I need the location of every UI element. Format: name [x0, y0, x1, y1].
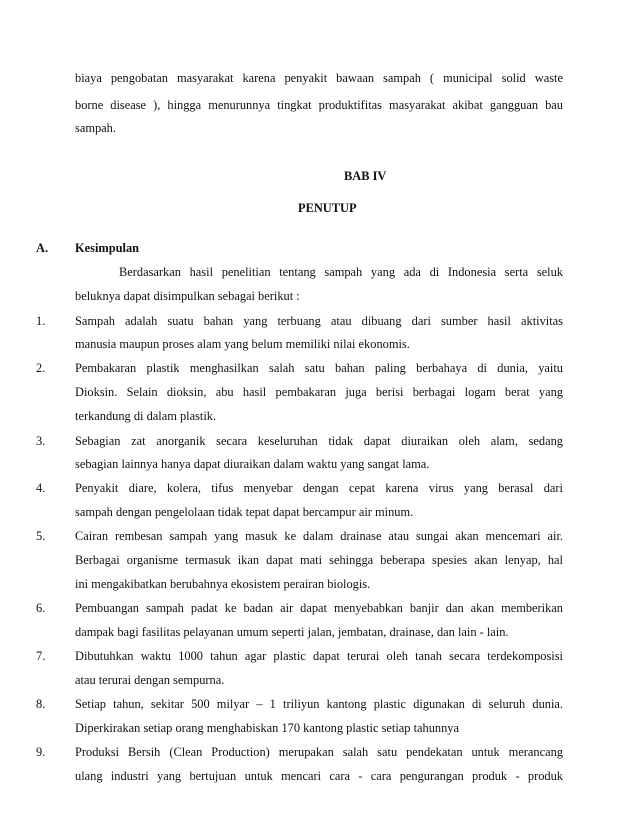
lead-line-1: Berdasarkan hasil penelitian tentang sampah yang ada di Indonesia serta seluk — [119, 265, 563, 279]
intro-line-3: sampah. — [75, 121, 116, 135]
chapter-title: PENUTUP — [298, 201, 357, 215]
item-5-line-1: Cairan rembesan sampah yang masuk ke dalam drainase atau sungai akan mencemari air. — [75, 529, 563, 543]
item-2-line-2: Dioksin. Selain dioksin, abu hasil pembakaran juga berisi berbagai logam berat yang — [75, 385, 563, 399]
item-6-number: 6. — [36, 601, 46, 615]
item-8-line-2: Diperkirakan setiap orang menghabiskan 170 kantong plastic setiap tahunnya — [75, 721, 460, 735]
item-1-line-2: manusia maupun proses alam yang belum memiliki nilai ekonomis. — [75, 337, 410, 351]
item-5-line-3: ini mengakibatkan berubahnya ekosistem perairan biologis. — [75, 577, 371, 591]
item-1-line-1: Sampah adalah suatu bahan yang terbuang atau dibuang dari sumber hasil aktivitas — [75, 314, 563, 328]
lead-line-2: beluknya dapat disimpulkan sebagai berikut : — [75, 289, 300, 303]
item-9-number: 9. — [36, 745, 46, 759]
section-title: Kesimpulan — [75, 241, 140, 255]
item-4-line-1: Penyakit diare, kolera, tifus menyebar dengan cepat karena virus yang berasal dari — [75, 481, 563, 495]
item-4-line-2: sampah dengan pengelolaan tidak tepat dapat bercampur air minum. — [75, 505, 414, 519]
item-9-line-1: Produksi Bersih (Clean Production) merupakan salah satu pendekatan untuk merancang — [75, 745, 563, 759]
item-3-line-2: sebagian lainnya hanya dapat diuraikan dalam waktu yang sangat lama. — [75, 457, 430, 471]
item-5-line-2: Berbagai organisme termasuk ikan dapat mati sehingga beberapa spesies akan lenyap, hal — [75, 553, 563, 567]
item-6-line-2: dampak bagi fasilitas pelayanan umum seperti jalan, jembatan, drainase, dan lain - lain. — [75, 625, 509, 639]
item-8-line-1: Setiap tahun, sekitar 500 milyar – 1 triliyun kantong plastic digunakan di seluruh dunia. — [75, 697, 563, 711]
item-2-line-3: terkandung di dalam plastik. — [75, 409, 217, 423]
item-3-line-1: Sebagian zat anorganik secara keseluruhan tidak dapat diuraikan oleh alam, sedang — [75, 434, 563, 448]
intro-line-1: biaya pengobatan masyarakat karena penyakit bawaan sampah ( municipal solid waste — [75, 71, 563, 85]
item-2-number: 2. — [36, 361, 46, 375]
item-7-line-2: atau terurai dengan sempurna. — [75, 673, 225, 687]
chapter-label: BAB IV — [344, 169, 387, 183]
intro-line-2: borne disease ), hingga menurunnya tingkat produktifitas masyarakat akibat gangguan bau — [75, 98, 563, 112]
item-1-number: 1. — [36, 314, 46, 328]
item-9-line-2: ulang industri yang bertujuan untuk mencari cara - cara pengurangan produk - produk — [75, 769, 563, 783]
item-4-number: 4. — [36, 481, 46, 495]
item-6-line-1: Pembuangan sampah padat ke badan air dapat menyebabkan banjir dan akan memberikan — [75, 601, 563, 615]
item-3-number: 3. — [36, 434, 46, 448]
section-label: A. — [36, 241, 49, 255]
item-5-number: 5. — [36, 529, 46, 543]
item-7-number: 7. — [36, 649, 46, 663]
item-2-line-1: Pembakaran plastik menghasilkan salah satu bahan paling berbahaya di dunia, yaitu — [75, 361, 563, 375]
item-7-line-1: Dibutuhkan waktu 1000 tahun agar plastic dapat terurai oleh tanah secara terdekomposisi — [75, 649, 563, 663]
item-8-number: 8. — [36, 697, 46, 711]
